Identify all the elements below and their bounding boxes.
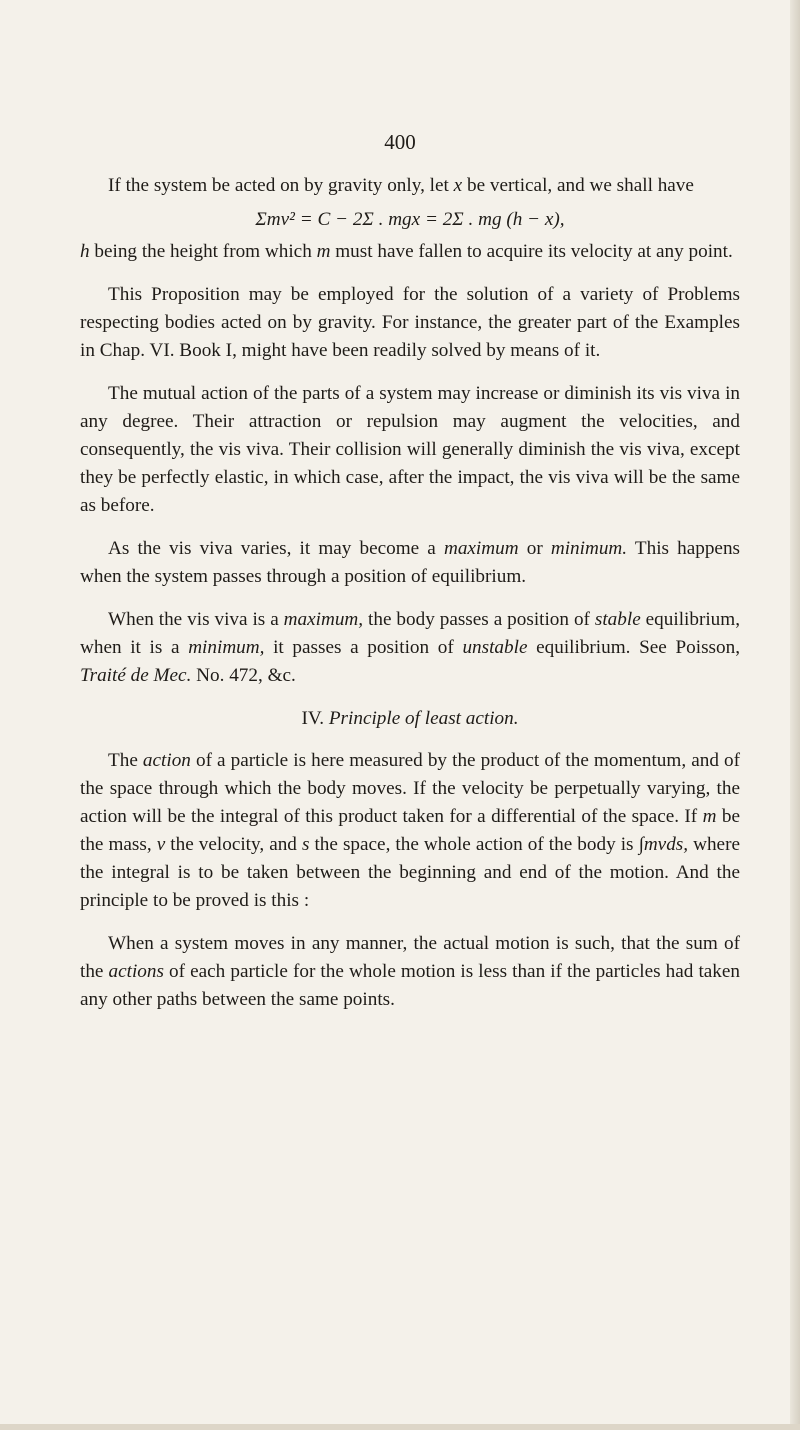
page-body	[80, 172, 740, 1029]
page-edge	[790, 0, 800, 1430]
paragraph-action-definition: The action of a particle is here measured by the product of the momentum, and of the space through which the body moves. If the velocity be perpetually varying, the action will be the integral of this product taken for a differential of the space. If m be the mass, v the velocity, and s the space, the whole action of the body is ∫mvds, where the integral is to be taken between the beginning and end of the motion. And the principle to be proved is this :	[80, 750, 740, 911]
paragraph-max-min: As the vis viva varies, it may become a maximum or minimum. This happens when the system passes through a position of equilibrium.	[80, 538, 741, 587]
paragraph-gravity: If the system be acted on by gravity only, let x be vertical, and we shall have	[108, 175, 694, 196]
page-number: 400	[384, 130, 416, 154]
paragraph-height: h being the height from which m must have fallen to acquire its velocity at any point.	[80, 241, 733, 262]
paragraph-least-action: When a system moves in any manner, the actual motion is such, that the sum of the actions of each particle for the whole motion is less than if the particles had taken any other paths between the same points.	[80, 933, 740, 1010]
page-bottom-edge	[0, 1424, 800, 1430]
section-heading: IV. Principle of least action.	[301, 708, 519, 729]
paragraph-proposition: This Proposition may be employed for the solution of a variety of Problems respecting bodies acted on by gravity. For instance, the greater part of the Examples in Chap. VI. Book I, might have been readily solved by means of it.	[80, 284, 740, 361]
equation-vis-viva: Σmv² = C − 2Σ . mgx = 2Σ . mg (h − x),	[255, 209, 565, 230]
paragraph-equilibrium: When the vis viva is a maximum, the body passes a position of stable equilibrium, when it is a minimum, it passes a position of unstable equilibrium. See Poisson, Traité de Mec. No. 472, &c.	[80, 609, 741, 686]
paragraph-mutual-action: The mutual action of the parts of a system may increase or diminish its vis viva in any degree. Their attraction or repulsion may augment the velocities, and consequently, the vis viva. Their collision will generally diminish the vis viva, except they be perfectly elastic, in which case, after the impact, the vis viva will be the same as before.	[80, 383, 740, 516]
